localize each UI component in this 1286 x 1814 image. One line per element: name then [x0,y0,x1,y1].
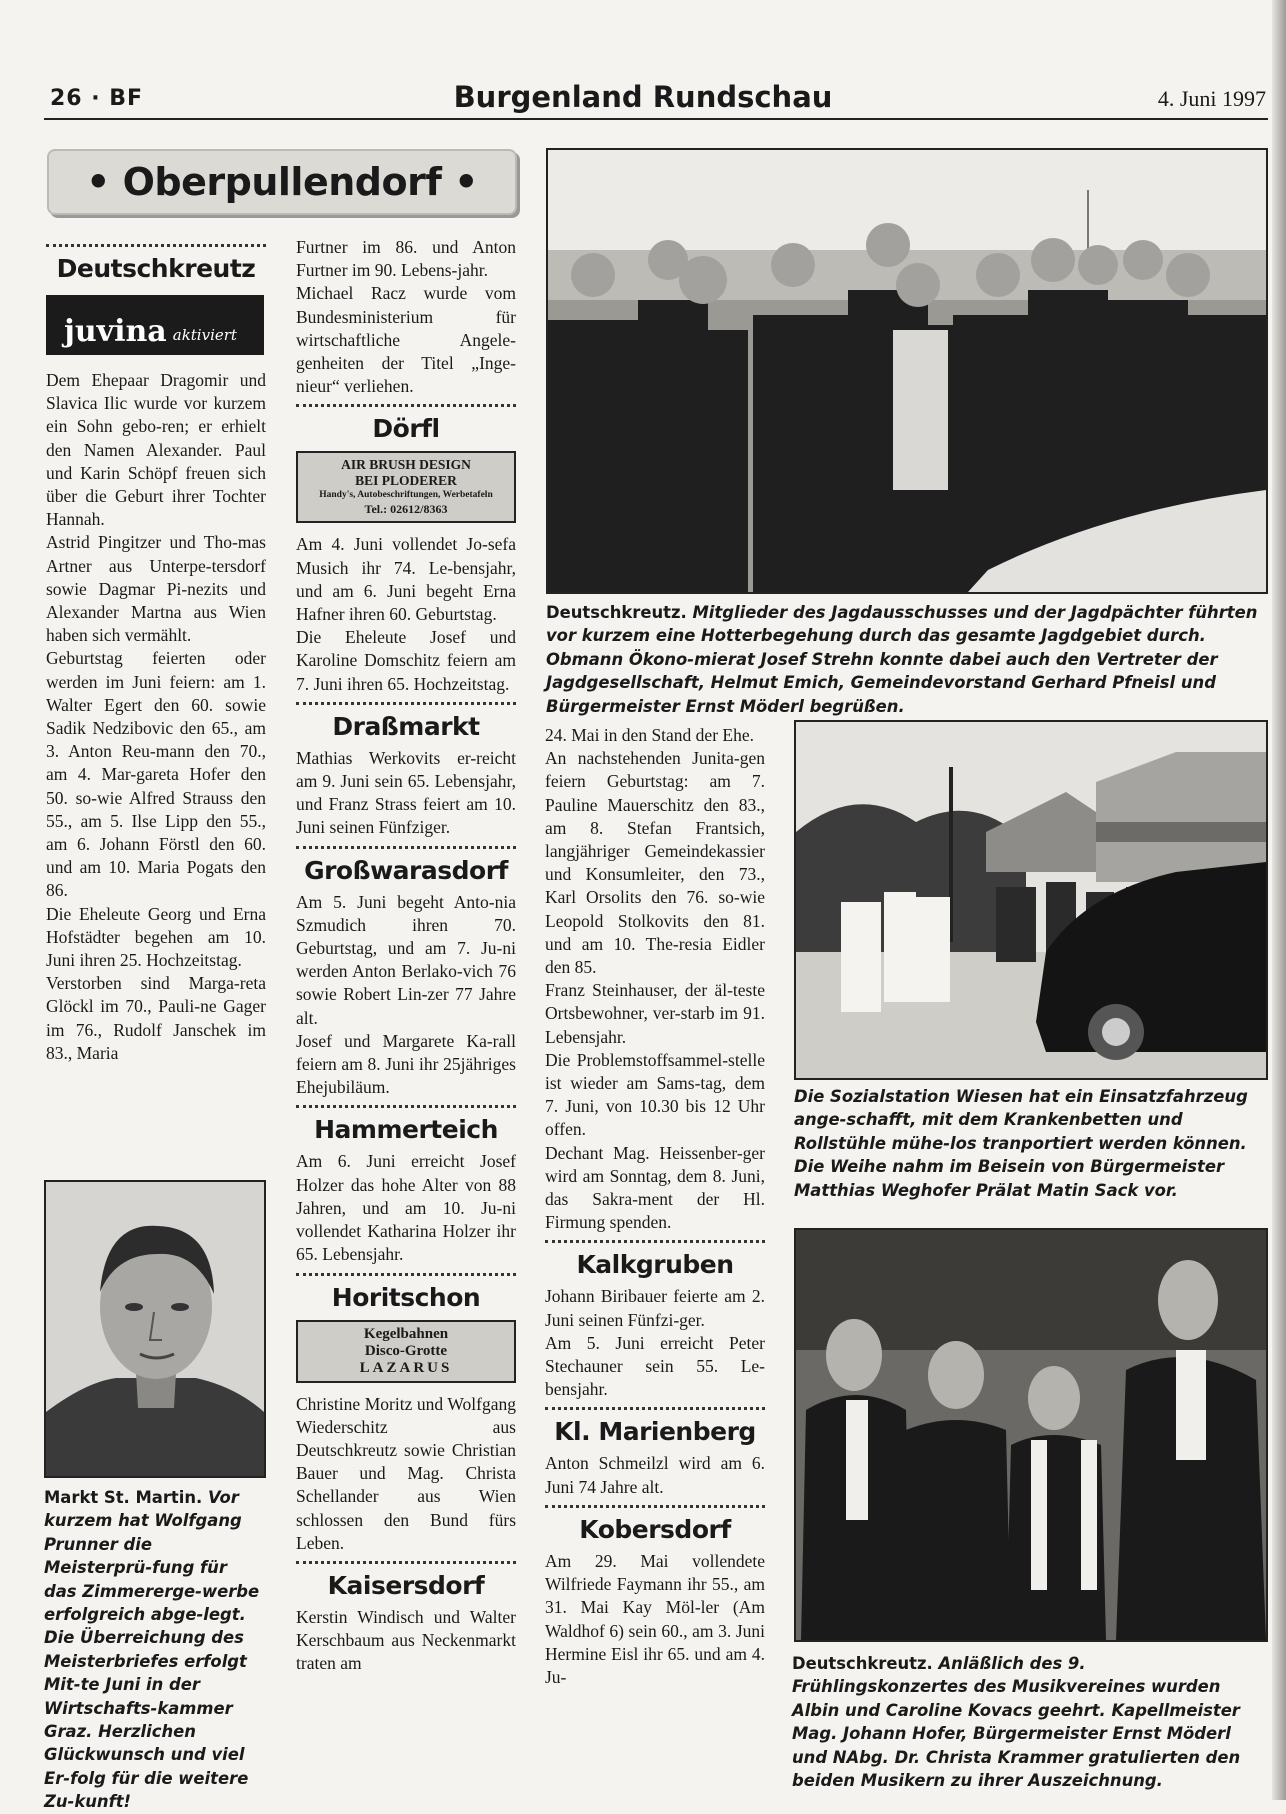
juvina-logo-script: aktiviert [172,325,237,344]
paragraph: Dechant Mag. Heissenber-ger wird am Sonntag, dem 8. Juni, das Sakra-ment der Hl. Firmung spenden. [545,1142,765,1233]
caption-location: Markt St. Martin. [44,1488,203,1507]
page-number: 26 · BF [50,86,144,111]
page-edge-shadow [1272,0,1286,1800]
column-2 [296,236,516,1676]
caption-location: Deutschkreutz. [546,603,687,622]
heading-deutschkreutz: Deutschkreutz [56,254,256,283]
ad-line: Handy's, Autobeschriftungen, Werbetafeln [319,490,493,501]
dotted-divider [46,244,266,247]
paragraph: 24. Mai in den Stand der Ehe. [545,725,754,745]
paragraph: Am 6. Juni erreicht Josef Holzer das hohe Alter von 88 Jahren, und am 10. Ju-ni vollendet Katharina Holzer ihr 65. Lebensjahr. [296,1151,516,1265]
social-station-caption [794,1085,1264,1202]
group-photo-hunters [546,148,1268,594]
section-banner: • Oberpullendorf • [47,149,517,215]
juvina-logo-text: juvina [64,314,167,349]
paragraph: Am 5. Juni begeht Anto-nia Szmudich ihren 70. Geburtstag, und am 7. Ju-ni werden Anton Berlako-vich 76 sowie Robert Lin-zer 77 Jahre alt. [296,891,516,1028]
heading-doerfl: Dörfl [372,414,440,444]
paragraph: Astrid Pingitzer und Tho-mas Artner aus Unterpe-tersdorf sowie Dagmar Pi-nezits und Alexander Martna aus Wien haben sich vermählt. [46,532,266,646]
paragraph: Am 29. Mai vollendete Wilfriede Faymann ihr 55., am 31. Mai Kay Möl-ler (Am Waldhof 6) sein 60., am 3. Juni Hermine Eisl ihr 65. und am 4. Ju- [545,1550,765,1687]
ad-line: Kegelbahnen [363,1325,449,1342]
heading-grosswarasdorf: Großwarasdorf [304,855,508,885]
caption-text: Vor kurzem hat Wolfgang Prunner die Meisterprü-fung für das Zimmererge-werbe erfolgreich abge-legt. Die Überreichung des Meisterbriefes erfolgt Mit-te Juni in der Wirtschafts-kammer Graz. Herzlichen Glückwunsch und viel Er-folg für die weitere Zu-kunft! [44,1488,260,1812]
paragraph: Franz Steinhauser, der äl-teste Ortsbewohner, ver-starb im 91. Lebensjahr. [545,980,765,1047]
ad-line: BEI PLODERER [355,473,457,489]
paragraph: Furtner im 86. und Anton Furtner im 90. Lebens-jahr. [296,237,516,281]
heading-horitschon: Horitschon [331,1282,481,1312]
dotted-divider [545,1505,765,1508]
lazarus-ad [296,1320,516,1383]
caption-location: Deutschkreutz. [792,1654,933,1673]
portrait-photo [44,1180,266,1478]
column-1 [46,238,266,1065]
paragraph: Am 4. Juni vollendet Jo-sefa Musich ihr 74. Le-bensjahr, und am 6. Juni begeht Erna Hafner ihren 60. Geburtstag. [296,534,516,625]
dotted-divider [296,1105,516,1108]
paragraph: Michael Racz wurde vom Bundesministerium für wirtschaftliche Angele-genheiten der Titel „Inge-nieur“ verliehen. [296,283,516,397]
dotted-divider [296,846,516,849]
heading-kobersdorf: Kobersdorf [579,1514,731,1544]
newspaper-title: Burgenland Rundschau [453,80,833,114]
social-station-photo [794,720,1268,1080]
dotted-divider [545,1407,765,1410]
dotted-divider [296,702,516,705]
paragraph: Am 5. Juni erreicht Peter Stechauner sein 55. Le-bensjahr. [545,1332,765,1400]
ad-phone: Tel.: 02612/8363 [364,502,448,517]
hunters-caption [546,601,1268,718]
column-3 [545,724,765,1689]
paragraph: An nachstehenden Junita-gen feiern Geburtstag: am 7. Pauline Mauerschitz den 83., am 8. Stefan Frantsich, langjähriger Gemeindekassier und Konsumleiter, den 73., Karl Orsolits den 76. so-wie Leopold Stolkovits den 81. und am 10. The-resia Eidler den 85. [545,748,765,978]
paragraph: Verstorben sind Marga-reta Glöckl im 70., Pauli-ne Gager im 76., Rudolf Janschek im 83., Maria [46,973,266,1063]
header-rule [44,118,1268,120]
paragraph: Kerstin Windisch und Walter Kerschbaum aus Neckenmarkt traten am [296,1606,516,1674]
paragraph: Christine Moritz und Wolfgang Wiederschitz aus Deutschkreutz sowie Christian Bauer und Mag. Christa Schellander aus Wien schlossen den Bund fürs Leben. [296,1393,516,1553]
dotted-divider [545,1240,765,1243]
caption-text: Mitglieder des Jagdausschusses und der Jagdpächter führten vor kurzem eine Hotterbegehung durch das gesamte Jagdgebiet durch. Obmann Ökono-mierat Josef Strehn konnte dabei auch den Vertreter der Jagdgesellschaft, Helmut Emich, Gemeindevorstand Gerhard Pfneisl und Bürgermeister Ernst Möderl begrüßen. [546,603,1258,716]
paragraph: Mathias Werkovits er-reicht am 9. Juni sein 65. Lebensjahr, und Franz Strass feiert am 10. Juni seinen Fünfziger. [296,747,516,838]
issue-date: 4. Juni 1997 [1157,86,1266,111]
heading-drassmarkt: Draßmarkt [332,711,480,741]
dotted-divider [296,404,516,407]
ad-line: AIR BRUSH DESIGN [341,457,471,473]
paragraph: Geburtstag feierten oder werden im Juni feiern: am 1. Walter Egert den 60. sowie Sadik Nedzibovic den 65., am 3. Anton Reu-mann den 70., am 4. Mar-gareta Hofer den 50. so-wie Alfred Strauss den 55., am 5. Ilse Lipp den 55., am 6. Johann Förstl den 60. und am 10. Maria Pogats den 86. [46,648,266,901]
airbrush-ad [296,451,516,523]
caption-text: Die Sozialstation Wiesen hat ein Einsatzfahrzeug ange-schafft, mit dem Krankenbetten und Rollstühle mühe-los tranportiert werden können. Die Weihe nahm im Beisein von Bürgermeister Matthias Weghofer Prälat Matin Sack vor. [794,1087,1248,1200]
paragraph: Josef und Margarete Ka-rall feiern am 8. Juni ihr 25jähriges Ehejubiläum. [296,1030,516,1098]
music-association-caption [792,1652,1266,1792]
paragraph: Dem Ehepaar Dragomir und Slavica Ilic wurde vor kurzem ein Sohn gebo-ren; er erhielt den Namen Alexander. Paul und Karin Schöpf freuen sich über die Geburt ihrer Tochter Hannah. [46,370,266,530]
portrait-caption [44,1486,264,1814]
ad-line: Disco-Grotte [364,1342,448,1359]
paragraph: Johann Biribauer feierte am 2. Juni seinen Fünfzi-ger. [545,1286,765,1330]
paragraph: Anton Schmeilzl wird am 6. Juni 74 Jahre alt. [545,1453,765,1497]
paragraph: Die Eheleute Josef und Karoline Domschitz feiern am 7. Juni ihren 65. Hochzeitstag. [296,627,516,694]
paragraph: Die Problemstoffsammel-stelle ist wieder am Sams-tag, dem 7. Juni, von 10.30 bis 12 Uhr offen. [545,1049,765,1140]
caption-text: Anläßlich des 9. Frühlingskonzertes des Musikvereines wurden Albin und Caroline Kovacs geehrt. Kapellmeister Mag. Johann Hofer, Bürgermeister Ernst Möderl und NAbg. Dr. Christa Krammer gratulierten den beiden Musikern zu ihrer Auszeichnung. [792,1654,1241,1791]
dotted-divider [296,1273,516,1276]
heading-kalkgruben: Kalkgruben [576,1250,734,1280]
paragraph: Die Eheleute Georg und Erna Hofstädter begehen am 10. Juni ihren 25. Hochzeitstag. [46,903,266,971]
heading-hammerteich: Hammerteich [314,1115,498,1145]
ad-line: LAZARUS [359,1359,453,1376]
music-association-photo [794,1228,1268,1642]
heading-kaisersdorf: Kaisersdorf [327,1570,485,1600]
juvina-ad [46,295,264,355]
dotted-divider [296,1561,516,1564]
heading-kl-marienberg: Kl. Marienberg [554,1417,756,1447]
